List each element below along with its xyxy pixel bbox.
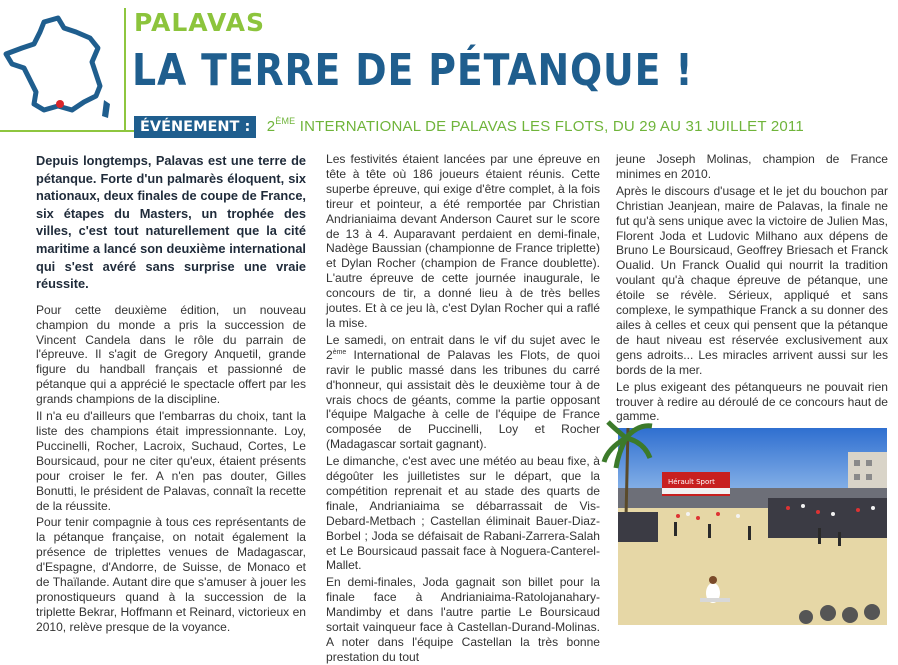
header-divider-horizontal	[0, 130, 136, 132]
event-row	[134, 116, 804, 138]
event-ordinal: ÈME	[275, 116, 296, 126]
paragraph: jeune Joseph Molinas, champion de France minimes en 2010.	[616, 152, 888, 181]
paragraph	[326, 333, 600, 452]
paragraph: Le plus exigeant des pétanqueurs ne pouvait rien trouver à redire au déroulé de ce concours haut de gamme.	[616, 379, 888, 424]
header-divider-vertical	[124, 8, 126, 132]
kicker: PALAVAS	[134, 8, 265, 37]
paragraph: Il n'a eu d'ailleurs que l'embarras du choix, tant la liste des champions était impressionnante. Loy, Puccinelli, Rocher, Lacroix, Suchaud, Cortes, Le Boursicaud, pour ne citer qu'eux, étaient présents pour croiser le fer. A n'en pas douter, Gilles Bonutti, le président de Palavas, connaît la recette de la réussite.	[36, 409, 306, 513]
paragraph: Pour tenir compagnie à tous ces représentants de la pétanque française, on notait également la présence de triplettes venues de Madagascar, d'Espagne, d'Andorre, de Suisse, de Monaco et de Thaïlande. Autant dire que s'amuser à jouer les pronostiqueurs quand à la succession de la triplette Bekrar, Hoffmann et Reinard, victorieux en 2010, relève presque de la voyance.	[36, 515, 306, 634]
event-number: 2	[266, 118, 276, 135]
article-column-2	[326, 152, 600, 664]
paragraph: Le dimanche, c'est avec une météo au beau fixe, à dégoûter les juilletistes sur le départ, que la compétition reprenait et au stade des quarts de finale, Andrianiaima se débarrassait de Vis-Debard-Metbach ; Castellan éliminait Bauer-Diaz-Borbel ; Joda se défaisait de Rabani-Zarrera-Salah et Le Boursicaud passait face à Noguera-Canterel-Mallet.	[326, 454, 600, 573]
paragraph-text: International de Palavas les Flots, de quoi ravir le public massé dans les tribunes du carré d'honneur, qui assistait dès le deuxième tour à de vrais chocs de géants, comme la partie opposant l'équipe Malgache à celle de l'équipe de France composée de Puccinelli, Loy et Rocher (Madagascar sortait gagnant).	[326, 347, 600, 452]
paragraph: En demi-finales, Joda gagnait son billet pour la finale face à Andrianiaima-Ratolojanahary-Mandimby et dans l'autre partie Le Boursicaud sortait vainqueur face à Castellan-Durand-Molinas. A noter dans l'équipe Castellan la très bonne prestation du tout	[326, 575, 600, 664]
page-title: LA TERRE DE PÉTANQUE !	[132, 45, 694, 96]
article-column-1	[36, 152, 306, 652]
event-title: INTERNATIONAL DE PALAVAS LES FLOTS, DU 29 AU 31 JUILLET 2011	[295, 118, 804, 135]
article-column-3	[616, 152, 888, 432]
paragraph-text: Le samedi, on entrait dans le vif du sujet avec le 2	[326, 332, 600, 362]
france-map-icon	[0, 8, 120, 128]
event-subtitle	[267, 116, 804, 138]
paragraph: Les festivités étaient lancées par une épreuve en tête à tête où 186 joueurs étaient réunis. Cette superbe épreuve, qui exige d'être complet, à la fois tireur et pointeur, a été remportée par Christian Andrianiaima devant Anderson Cauret sur le score de 13 à 4. Auparavant perdaient en demi-finale, Nadège Baussian (championne de France triplette) et Dylan Rocher (champion de France doublette). L'autre épreuve de cette journée inaugurale, le concours de tir, a donné lieu à de très belles joutes. Et à ce jeu là, c'est Dylan Rocher qui a raflé la mise.	[326, 152, 600, 330]
paragraph: Après le discours d'usage et le jet du bouchon par Christian Jeanjean, maire de Palavas, la finale ne fut qu'à sens unique avec la victoire de Julien Mas, Florent Joda et Ludovic Milhano aux dépens de Bruno Le Boursicaud, Geoffrey Briesach et Franck Oualid. Un Franck Oualid qui nourrit la tradition voulant qu'à chaque épreuve de pétanque, une étoile se révèle. Sérieux, appliqué et sans complexe, le sympathique Franck a su donner des ailes à celles et ceux qui pensent que la pétanque de haut niveau est réservée exclusivement aux gens adroits... Les miracles arrivent aussi sur les bords de la mer.	[616, 183, 888, 377]
lead-paragraph: Depuis longtemps, Palavas est une terre de pétanque. Forte d'un palmarès éloquent, six nationaux, deux finales de coupe de France, six étapes du Masters, un trophée des villes, c'est tout naturellement que la cité maritime a lancé son deuxième international qui s'est avéré sans surprise une vraie réussite.	[36, 153, 306, 292]
ordinal: ème	[332, 348, 347, 356]
event-badge: ÉVÉNEMENT :	[134, 116, 256, 138]
photo-sign-text: Hérault Sport	[668, 478, 715, 486]
paragraph: Pour cette deuxième édition, un nouveau champion du monde a pris la succession de Vincent Candela dans le rôle du parrain de l'épreuve. Il s'agit de Gregory Anquetil, grande figure du handball français et passionné de pétanque qui a apprécié le spectacle offert par les grands champions de la discipline.	[36, 302, 306, 407]
petanque-photo	[618, 428, 887, 625]
